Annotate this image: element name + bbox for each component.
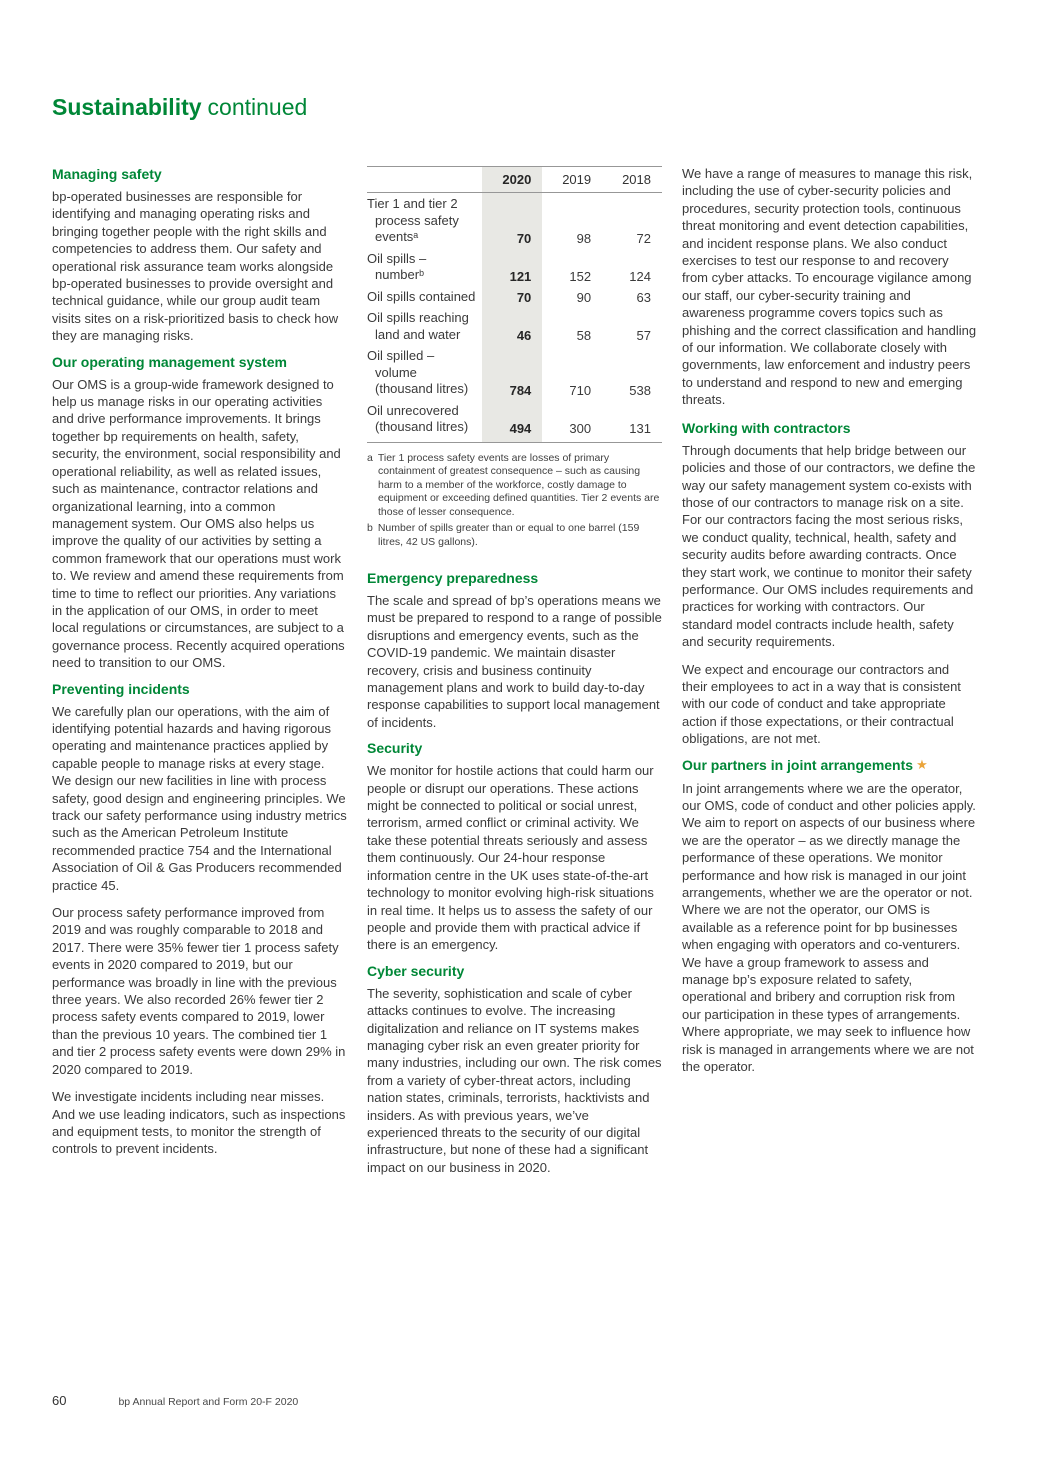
table-header-row [367, 167, 662, 193]
table-header-empty [367, 167, 482, 193]
row-value-2020: 494 [482, 400, 542, 443]
paragraph: Our OMS is a group-wide framework designed to help us manage risks in our operating activities and drive performance improvements. It brings together bp requirements on health, safety, security, the environment, social responsibility and operational reliability, as well as related issues, such as maintenance, contractor relations and organizational learning, into a common management system. Our OMS also helps us improve the quality of our activities by setting a common framework that our operations must work to. We review and amend these requirements from time to time to reflect our priorities. Any variations in the application of our OMS, in order to meet local regulations or circumstances, are subject to a governance process. Recently acquired operations need to transition to our OMS. [52, 376, 345, 671]
row-value-2018: 538 [629, 382, 651, 398]
content-columns [52, 165, 996, 1176]
column-left [52, 165, 347, 1176]
paragraph: We monitor for hostile actions that could harm our people or disrupt our operations. These actions might be connected to political or social unrest, terrorism, armed conflict or criminal activity. We take these potential threats seriously and assess them continuously. Our 24-hour response information centre in the UK uses state-of-the-art technology to monitor evolving high-risk situations in real time. It helps us to assess the safety of our people and provide them with practical advice if there is an emergency. [367, 763, 654, 953]
paragraph: Our process safety performance improved from 2019 and was roughly comparable to 2018 and 2017. There were 35% fewer tier 1 process safety events in 2020 compared to 2019, but our performance was broadly in line with the previous three years. We also recorded 26% fewer tier 2 process safety events compared to 2019, lower than the previous 10 years. The combined tier 1 and tier 2 process safety events were down 29% in 2020 compared to 2019. [52, 905, 346, 1077]
section-heading: Cyber security [367, 962, 465, 979]
section-operating-management-system [52, 353, 347, 672]
paragraph: Through documents that help bridge between our policies and those of our contractors, we define the way our safety management system co-exists with those of our contractors to manage risk on a site. For our contractors facing the most serious risks, we conduct quality, technical, health, safety and security audits before awarding contracts. Once they start work, we continue to monitor their safety performance. Our OMS includes requirements and practices for working with contractors. Our standard model contracts include health, safety and security requirements. [682, 442, 976, 650]
table-row [367, 193, 662, 248]
paragraph: We carefully plan our operations, with the aim of identifying potential hazards and having rigorous operating and maintenance practices applied by capable people to manage risks at every stage. We design our new facilities in line with process safety, good design and engineering principles. We track our safety performance using industry metrics such as the American Petroleum Institute recommended practice 754 and the International Association of Oil & Gas Producers recommended practice 45. [52, 703, 347, 893]
section-preventing-incidents [52, 680, 347, 1158]
section-heading: Our operating management system [52, 353, 287, 370]
section-heading [682, 756, 977, 775]
section-heading-text: Our partners in joint arrangements [682, 756, 914, 773]
table-row [367, 248, 662, 286]
section-cyber-security [367, 962, 662, 1176]
row-label: Oil spilled – volume (thousand litres) [367, 348, 469, 396]
table-row [367, 307, 662, 345]
star-icon: ★ [916, 756, 928, 772]
row-value-2019: 90 [576, 290, 592, 305]
section-heading: Security [367, 740, 423, 757]
row-label: Tier 1 and tier 2 process safety eventsᵃ [367, 196, 459, 244]
row-value-2019: 98 [576, 230, 592, 246]
row-label: Oil spills reaching land and water [367, 310, 469, 342]
row-value-2019: 58 [576, 328, 592, 343]
table-footnotes [367, 452, 662, 550]
row-value-2018: 57 [636, 328, 651, 343]
footnote-text: Tier 1 process safety events are losses of primary containment of greatest consequence – such as causing harm to a member of the workforce, costly damage to equipment or exceeding defined quantities. Tier 2 events are those of lesser consequence. [377, 451, 660, 518]
footnote-marker: b [367, 522, 373, 534]
row-value-2019: 152 [569, 268, 592, 284]
section-heading: Emergency preparedness [367, 570, 539, 586]
table-year-2020: 2020 [482, 167, 542, 193]
table-year-2018: 2018 [602, 167, 662, 193]
row-value-2020: 46 [482, 307, 542, 345]
section-heading: Working with contractors [682, 419, 851, 436]
footnote-marker: a [367, 451, 373, 464]
row-label: Oil spills contained [367, 288, 476, 304]
footnote-text: Number of spills greater than or equal to one barrel (159 litres, 42 US gallons). [377, 522, 640, 548]
row-label: Oil spills – numberᵇ [367, 250, 427, 282]
paragraph: The severity, sophistication and scale of cyber attacks continues to evolve. The increasing digitalization and reliance on IT systems makes managing cyber risk an even greater priority for many industries, including our own. The risk comes from a variety of cyber-threat actors, including nation states, criminals, terrorists, hacktivists and insiders. As with previous years, we’ve experienced threats to the security of our digital infrastructure, but none of these had a significant impact on our business in 2020. [367, 985, 662, 1175]
table-row [367, 286, 662, 308]
report-title: bp Annual Report and Form 20-F 2020 [118, 1396, 299, 1408]
row-value-2020: 121 [482, 248, 542, 286]
table-year-2019: 2019 [542, 167, 602, 193]
row-value-2018: 131 [602, 400, 662, 443]
section-working-with-contractors [682, 419, 977, 748]
page-title-main: Sustainability [52, 94, 202, 120]
report-page [0, 93, 1048, 1176]
cyber-security-continued-paragraph: We have a range of measures to manage this risk, including the use of cyber-security policies and procedures, security protection tools, continuous threat monitoring and event detection capabilities, and incident response plans. We also conduct exercises to test our response to and recovery from cyber attacks. To encourage vigilance among our staff, our cyber-security training and awareness programme covers topics such as phishing and the correct classification and handling of our information. We collaborate closely with governments, law enforcement and industry peers to understand and respond to new and emerging threats. [682, 166, 977, 408]
paragraph: We expect and encourage our contractors and their employees to act in a way that is consistent with our code of conduct and take appropriate action if those expectations, or their contractual obligations, are not met. [682, 661, 961, 747]
section-partners-joint-arrangements [682, 756, 977, 1076]
row-value-2020: 70 [482, 286, 542, 308]
page-footer [52, 1393, 298, 1408]
section-security [367, 739, 662, 953]
table-footnote-b [367, 522, 662, 549]
paragraph: In joint arrangements where we are the operator, our OMS, code of conduct and other policies apply. We aim to report on aspects of our business where we are the operator – as we directly manage the performance of these operations. We monitor performance and how risk is managed in our joint arrangements, whether we are the operator or not. Where we are not the operator, our OMS is available as a reference point for bp businesses when engaging with operators and co-venturers. We have a group framework to assess and manage bp’s exposure related to safety, operational and bribery and corruption risk from our participation in these types of arrangements. Where appropriate, we may seek to influence how risk is managed in arrangements where we are not the operator. [682, 780, 976, 1075]
page-title [52, 93, 996, 121]
safety-data-table [367, 166, 662, 443]
row-label: Oil unrecovered (thousand litres) [367, 400, 482, 443]
section-heading: Managing safety [52, 166, 162, 182]
row-value-2019: 710 [569, 382, 592, 398]
column-middle [367, 165, 662, 1176]
row-value-2020: 784 [482, 345, 542, 400]
page-number: 60 [52, 1393, 67, 1408]
row-value-2018: 63 [636, 290, 651, 305]
section-emergency-preparedness [367, 569, 662, 731]
paragraph: The scale and spread of bp’s operations means we must be prepared to respond to a range of possible disruptions and emergency events, such as the COVID-19 pandemic. We maintain disaster recovery, crisis and business continuity management plans and work to build day-to-day response capabilities to support local management of incidents. [367, 593, 662, 730]
row-value-2018: 72 [636, 230, 651, 246]
column-right [682, 165, 977, 1176]
paragraph: bp-operated businesses are responsible for identifying and managing operating risks and bringing together people with the right skills and competencies to address them. Our safety and operational risk assurance team works alongside bp-operated businesses to provide oversight and technical guidance, while our group audit team visits sites on a risk-prioritized basis to check how they are managing risks. [52, 189, 339, 344]
paragraph: We investigate incidents including near misses. And we use leading indicators, such as inspections and equipment tests, to monitor the strength of controls to prevent incidents. [52, 1089, 346, 1157]
table-footnote-a [367, 452, 662, 520]
section-managing-safety [52, 165, 347, 345]
row-value-2018: 124 [629, 268, 651, 284]
table-row [367, 400, 662, 443]
section-heading: Preventing incidents [52, 680, 190, 697]
column-middle-sections [367, 569, 662, 1176]
row-value-2019: 300 [542, 400, 602, 443]
page-title-continued: continued [207, 94, 308, 120]
row-value-2020: 70 [482, 193, 542, 248]
table-row [367, 345, 662, 400]
